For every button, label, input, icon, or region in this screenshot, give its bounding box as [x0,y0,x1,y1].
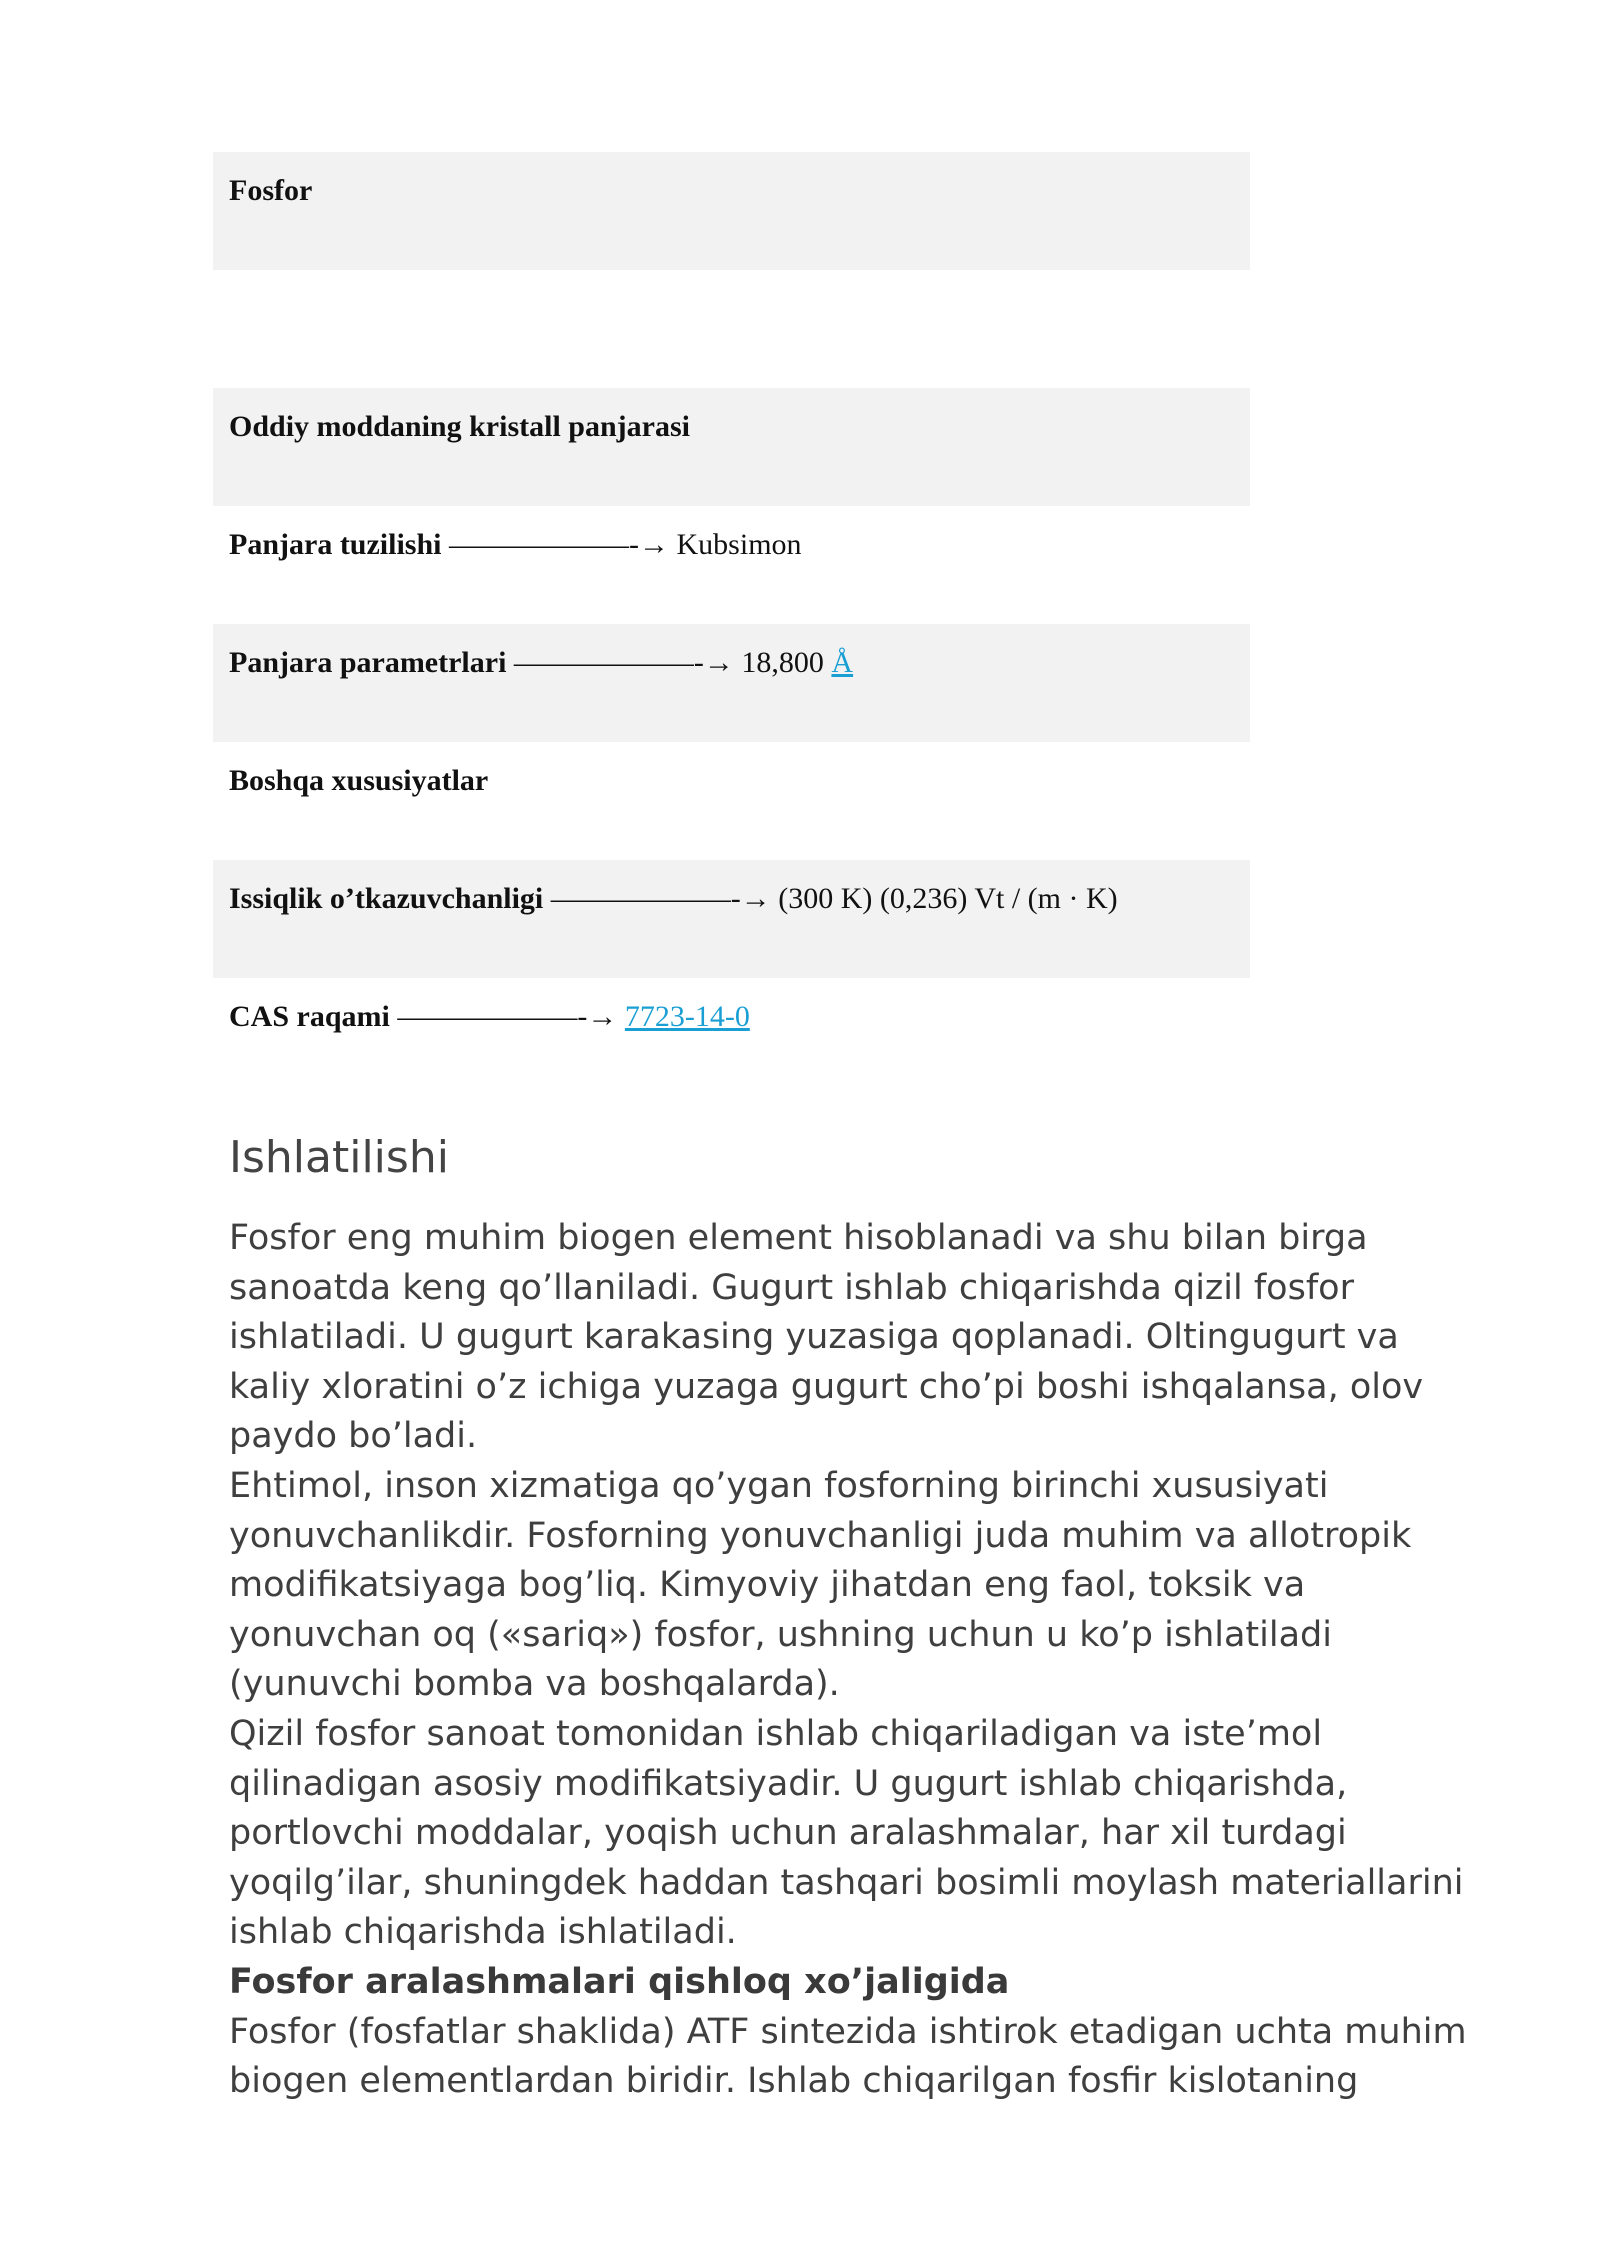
infobox-title: Fosfor [229,174,313,207]
infobox-row-cas-number [213,978,1250,1096]
lattice-parameters-value: 18,800 [741,646,832,679]
thermal-conductivity-label: Issiqlik o’tkazuvchanligi [229,882,544,915]
article-body [229,1128,1489,2107]
infobox-row-lattice-structure [213,506,1250,624]
paragraph: Ehtimol, inson xizmatiga qo’ygan fosforning birinchi xususiyati yonuvchanlikdir. Fosforning yonuvchanligi juda muhim va allotropik modifikatsiyaga bog’liq. Kimyoviy jihatdan eng faol, toksik va yonuvchan oq («sariq») fosfor, ushning uchun u ko’p ishlatiladi (yunuvchi bomba va boshqalarda). [229,1465,1412,1705]
thermal-conductivity-value: (300 K) (0,236) Vt / (m · K) [778,882,1118,915]
paragraph: Qizil fosfor sanoat tomonidan ishlab chiqariladigan va iste’mol qilinadigan asosiy modifikatsiyadir. U gugurt ishlab chiqarishda, portlovchi moddalar, yoqish uchun aralashmalar, har xil turdagi yoqilg’ilar, shuningdek haddan tashqari bosimli moylash materiallarini ishlab chiqarishda ishlatiladi. [229,1713,1464,1953]
section-crystal-heading: Oddiy moddaning kristall panjarasi [229,410,690,443]
lattice-parameters-label: Panjara parametrlari [229,646,507,679]
subheading: Fosfor aralashmalari qishloq xo’jaligida [229,1961,1010,2002]
element-infobox [213,152,1250,1096]
cas-number-arrow: ——————-→ [389,1000,625,1033]
thermal-conductivity-arrow: ——————-→ [543,882,779,915]
lattice-structure-arrow: ——————-→ [441,528,677,561]
infobox-section-other [213,742,1250,860]
cas-number-label: CAS raqami [229,1000,390,1033]
lattice-parameters-arrow: ——————-→ [506,646,742,679]
section-other-heading: Boshqa xususiyatlar [229,764,489,797]
infobox-row-lattice-parameters [213,624,1250,742]
infobox-section-crystal [213,388,1250,506]
angstrom-link[interactable]: Å [831,646,854,679]
paragraph: Fosfor (fosfatlar shaklida) ATF sintezida ishtirok etadigan uchta muhim biogen elementlardan biridir. Ishlab chiqarilgan fosfir kislotaning [229,2011,1467,2102]
lattice-structure-value: Kubsimon [676,528,802,561]
section-heading: Ishlatilishi [229,1132,449,1183]
paragraph: Fosfor eng muhim biogen element hisoblanadi va shu bilan birga sanoatda keng qo’llaniladi. Gugurt ishlab chiqarishda qizil fosfor ishlatiladi. U gugurt karakasing yuzasiga qoplanadi. Oltingugurt va kaliy xloratini o’z ichiga yuzaga gugurt cho’pi boshi ishqalansa, olov paydo bo’ladi. [229,1218,1424,1457]
infobox-title-row [213,152,1250,270]
lattice-structure-label: Panjara tuzilishi [229,528,442,561]
infobox-row-thermal-conductivity [213,860,1250,978]
cas-number-link[interactable]: 7723-14-0 [624,1000,750,1033]
infobox-image-area [213,270,1250,388]
